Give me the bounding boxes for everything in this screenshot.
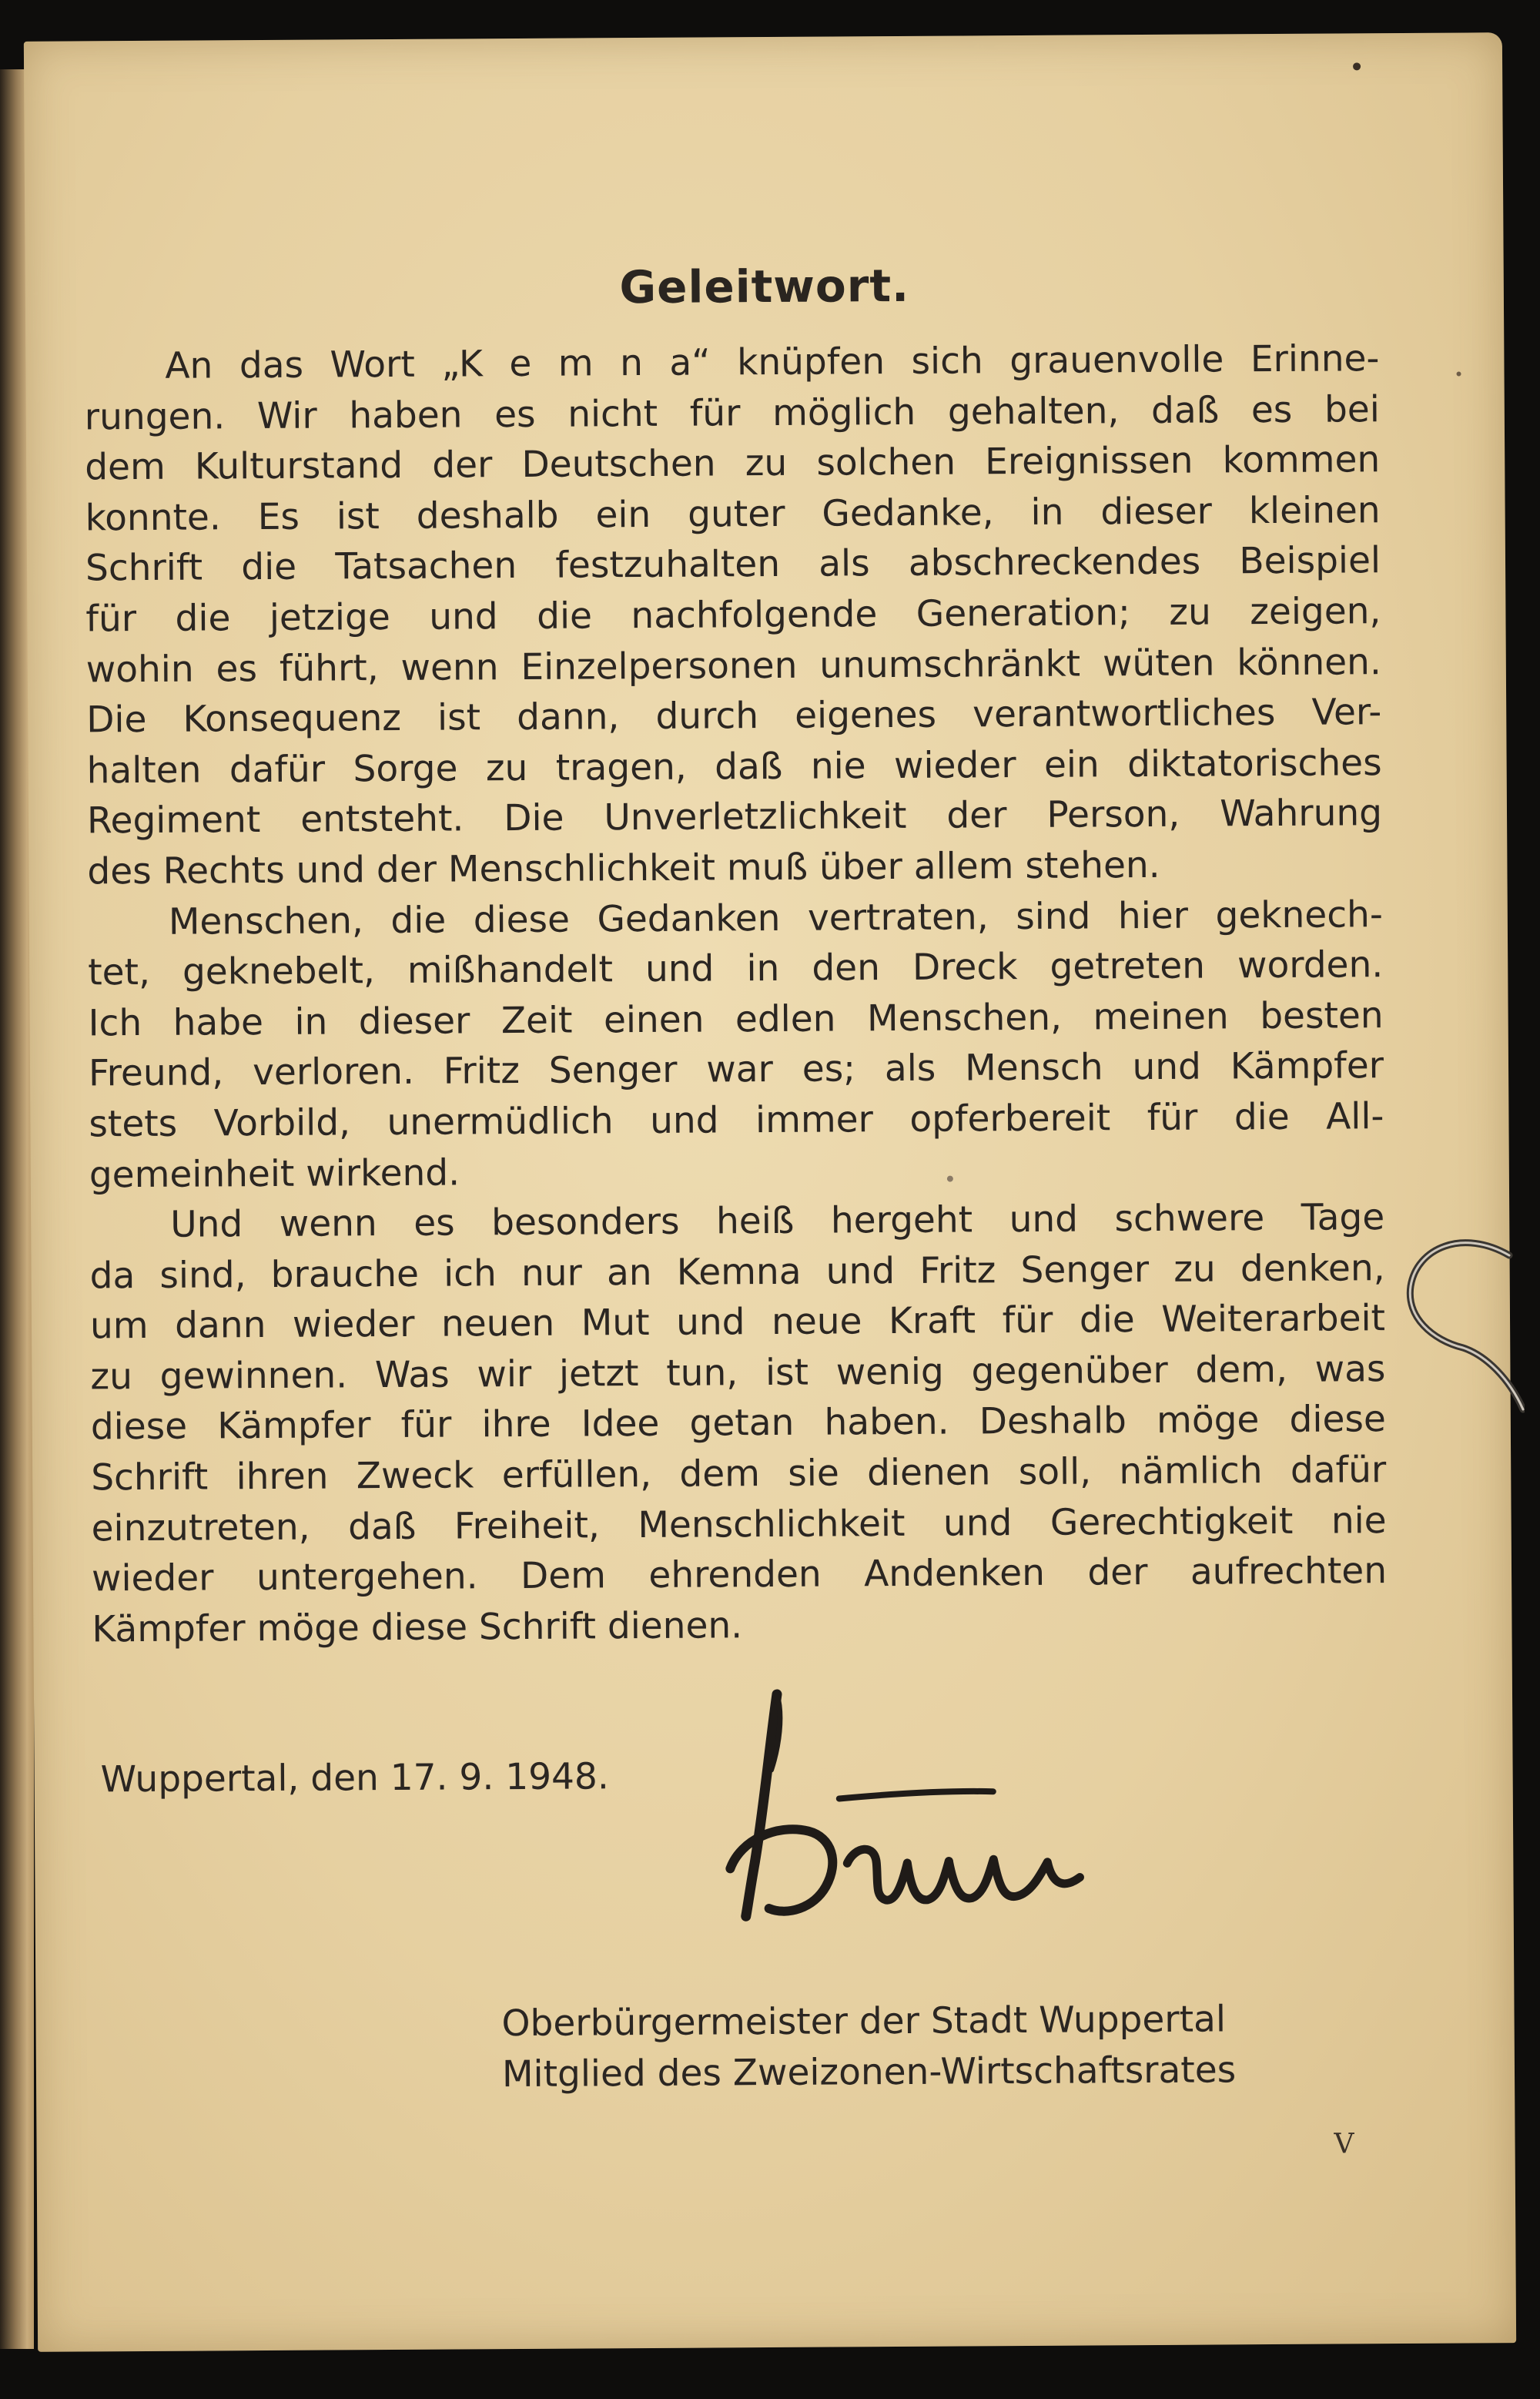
text-line: tet, geknebelt, mißhandelt und in den Dreck getreten worden. bbox=[88, 943, 1384, 994]
page-number: V bbox=[1334, 2128, 1354, 2160]
paper-speck bbox=[947, 1176, 953, 1182]
document-page bbox=[24, 32, 1516, 2352]
place-date: Wuppertal, den 17. 9. 1948. bbox=[100, 1755, 609, 1801]
page-title: Geleitwort. bbox=[619, 259, 910, 314]
text-line: Menschen, die diese Gedanken vertraten, sind hier geknech- bbox=[168, 893, 1383, 943]
text-line: wohin es führt, wenn Einzelpersonen unumschränkt wüten können. bbox=[85, 640, 1381, 691]
text-line: Ich habe in dieser Zeit einen edlen Menschen, meinen besten bbox=[88, 993, 1384, 1045]
signatory-title-line: Mitglied des Zweizonen-Wirtschaftsrates bbox=[501, 2049, 1237, 2096]
signatory-block bbox=[501, 1994, 1236, 2100]
text-line: für die jetzige und die nachfolgende Generation; zu zeigen, bbox=[85, 590, 1381, 641]
text-line: um dann wieder neuen Mut und neue Kraft für die Weiterarbeit bbox=[89, 1297, 1386, 1348]
text-line: Schrift die Tatsachen festzuhalten als abschreckendes Beispiel bbox=[85, 539, 1381, 590]
text-line: konnte. Es ist deshalb ein guter Gedanke, in dieser kleinen bbox=[85, 488, 1381, 540]
text-line: stets Vorbild, unermüdlich und immer opferbereit für die All- bbox=[89, 1095, 1384, 1146]
paragraph-2 bbox=[88, 890, 1384, 1201]
text-line: zu gewinnen. Was wir jetzt tun, ist wenig gegenüber dem, was bbox=[90, 1347, 1386, 1399]
text-line: diese Kämpfer für ihre Idee getan haben. Deshalb möge diese bbox=[90, 1398, 1386, 1449]
text-line: Und wenn es besonders heiß hergeht und schwere Tage bbox=[170, 1196, 1385, 1246]
text-line: wieder untergehen. Dem ehrenden Andenken der aufrechten bbox=[91, 1550, 1388, 1600]
text-line: Schrift ihren Zweck erfüllen, dem sie dienen soll, nämlich dafür bbox=[91, 1449, 1387, 1499]
text-line: gemeinheit wirkend. bbox=[89, 1151, 460, 1196]
text-line: Die Konsequenz ist dann, durch eigenes verantwortliches Ver- bbox=[86, 691, 1382, 742]
text-line: Regiment entsteht. Die Unverletzlichkeit der Person, Wahrung bbox=[86, 792, 1383, 843]
text-line: einzutreten, daß Freiheit, Menschlichkeit und Gerechtigkeit nie bbox=[91, 1499, 1387, 1550]
text-line: dem Kulturstand der Deutschen zu solchen Ereignissen kommen bbox=[85, 438, 1381, 489]
text-line: da sind, brauche ich nur an Kemna und Fritz Senger zu denken, bbox=[89, 1246, 1385, 1298]
paper-speck bbox=[1457, 371, 1461, 376]
signatory-title-line: Oberbürgermeister der Stadt Wuppertal bbox=[501, 1998, 1227, 2046]
paragraph-1 bbox=[84, 333, 1382, 897]
text-line: Freund, verloren. Fritz Senger war es; als Mensch und Kämpfer bbox=[88, 1044, 1384, 1095]
text-line: halten dafür Sorge zu tragen, daß nie wieder ein diktatorisches bbox=[86, 741, 1382, 792]
body-text bbox=[84, 333, 1387, 1655]
text-line: Kämpfer möge diese Schrift dienen. bbox=[92, 1604, 743, 1651]
text-line: des Rechts und der Menschlichkeit muß über allem stehen. bbox=[87, 843, 1160, 893]
paragraph-3 bbox=[89, 1192, 1388, 1655]
text-line: An das Wort „K e m n a“ knüpfen sich grauenvolle Erinne- bbox=[165, 337, 1380, 387]
handwritten-signature-icon bbox=[723, 1683, 1094, 1978]
text-line: rungen. Wir haben es nicht für möglich gehalten, daß es bei bbox=[84, 387, 1380, 439]
paper-speck bbox=[1353, 62, 1361, 70]
paper-clip-icon bbox=[1401, 1232, 1525, 1432]
